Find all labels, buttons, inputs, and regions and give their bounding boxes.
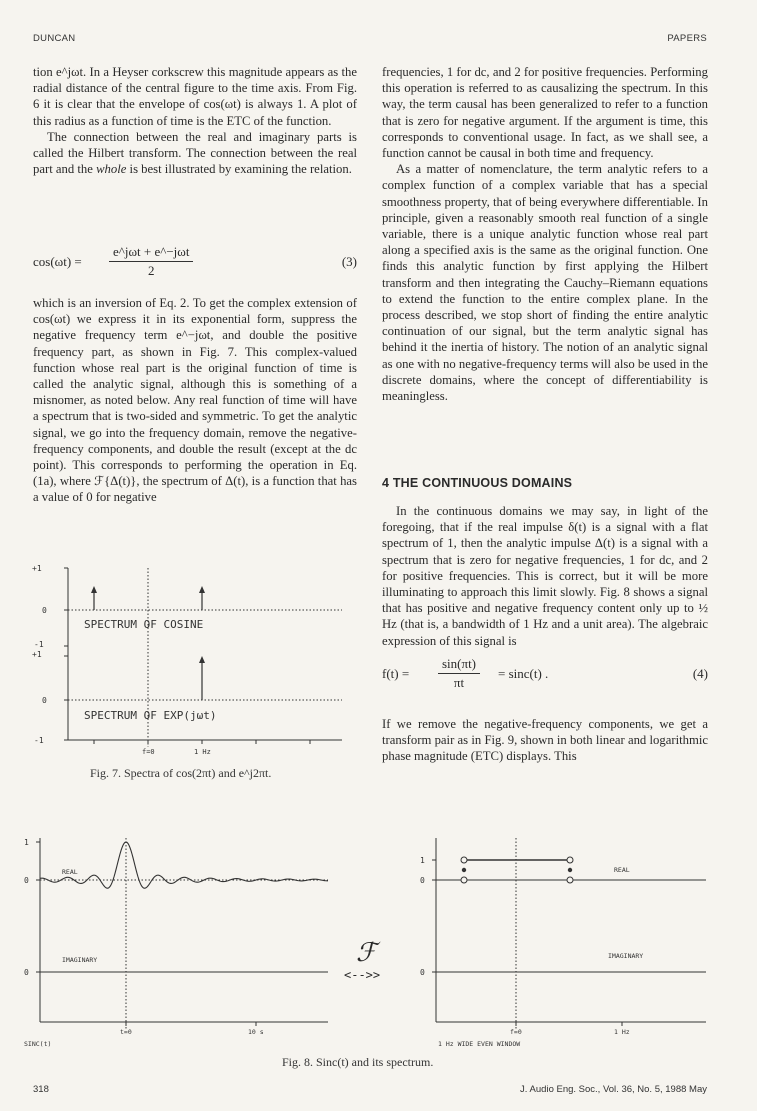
plot-name: SINC(t) bbox=[24, 1040, 52, 1048]
sinc-real-curve bbox=[40, 842, 328, 888]
plot-label-cosine: SPECTRUM OF COSINE bbox=[84, 618, 204, 631]
y-tick-label: -1 bbox=[34, 640, 44, 649]
y-tick-label: 0 bbox=[42, 696, 47, 705]
right-column-top bbox=[382, 64, 708, 404]
paragraph: tion e^jωt. In a Heyser corkscrew this magnitude appears as the radial distance of the central figure to the time axis. From Fig. 6 it is clear that the envelope of cos(ωt) is always 1. A plot of this radius as a function of time is the ETC of the function. bbox=[33, 65, 357, 128]
equation-number: (4) bbox=[692, 666, 708, 681]
transform-pair-arrow: <-->> bbox=[344, 968, 381, 982]
y-tick-label: 0 bbox=[42, 606, 47, 615]
window-endpoint-half bbox=[568, 868, 572, 872]
y-tick-label: -1 bbox=[34, 736, 44, 745]
left-column-top bbox=[33, 64, 357, 177]
window-endpoint-open bbox=[461, 877, 467, 883]
y-tick-label: 1 bbox=[24, 838, 29, 847]
right-column-bottom bbox=[382, 716, 708, 765]
section-heading: 4 THE CONTINUOUS DOMAINS bbox=[382, 476, 573, 490]
y-tick-label: 0 bbox=[420, 968, 425, 977]
x-tick-label: 1 Hz bbox=[194, 748, 211, 756]
figure-7-caption: Fig. 7. Spectra of cos(2πt) and e^j2πt. bbox=[90, 766, 272, 780]
right-column-mid bbox=[382, 503, 708, 649]
paragraph: frequencies, 1 for dc, and 2 for positive frequencies. Performing this operation is referred to as causalizing the spectrum. In this way, the term causal has been generalized to refer to a function that is zero for negative argument. If the argument is time, this corresponds to conventional usage. In fact, as we shall see, a function cannot be causal in both time and frequency. bbox=[382, 65, 708, 161]
equation-3: cos(ωt) = e^jωt + e^−jωt 2 (3) bbox=[33, 244, 357, 278]
y-tick-label: +1 bbox=[32, 564, 42, 573]
x-tick-label: 10 s bbox=[248, 1028, 264, 1036]
paragraph: As a matter of nomenclature, the term analytic refers to a complex function of a complex variable that has a special smoothness property, that of being everywhere differentiable. In principle, given a reasonably smooth real function of a single variable, there is a unique analytic function whose real part along a specified axis is the same as the original function. One finds this analytic function by first applying the Hilbert transform and then integrating the Cauchy–Riemann equations to extend the function to the entire complex plane. In the process described, we stop short of finding the entire analytic continuation of our signal, but the term analytic signal has behind it the inertia of history. The notion of an analytic signal as one with no negative-frequency terms will also be used in the discrete domains, where the concept of differentiability is meaningless. bbox=[382, 162, 708, 404]
figure-7-xaxis bbox=[30, 740, 350, 764]
paragraph: The connection between the real and imaginary parts is called the Hilbert transform. The connection between the real part and the whole is best illustrated by examining the relation. bbox=[33, 129, 357, 177]
paragraph: If we remove the negative-frequency components, we get a transform pair as in Fig. 9, shown in both linear and logarithmic phase magnitude (ETC) displays. This bbox=[382, 717, 708, 764]
y-tick-label: +1 bbox=[32, 650, 42, 659]
figure-8-left-plot bbox=[22, 832, 338, 1050]
paragraph: In the continuous domains we may say, in light of the foregoing, that if the real impulse δ(t) is a signal with a flat spectrum of 1, then the analytic impulse Δ(t) is a signal with a spectrum that is zero for negative frequencies, 1 for dc, and 2 for positive frequencies. This is correct, but it will be more illuminating to approach this limit slowly. Fig. 8 shows a signal that has positive and negative frequency content only up to ½ Hz (that is, a bandwidth of 1 Hz and a unit area). The algebraic expression of this signal is bbox=[382, 504, 708, 648]
plot-label-exp: SPECTRUM OF EXP(jωt) bbox=[84, 709, 217, 722]
y-tick-label: 0 bbox=[420, 876, 425, 885]
x-tick-label: t=0 bbox=[120, 1028, 132, 1036]
paragraph: which is an inversion of Eq. 2. To get the complex extension of cos(ωt) we express it in its exponential form, suppress the negative frequency term e^−jωt, and double the positive frequency part, as shown in Fig. 7. This complex-valued function whose real part is the original function of time is called the analytic signal, although this is something of a misnomer, as noted below. Any real function of time will have a spectrum that is two-sided and symmetric. To get the analytic signal, we go into the frequency domain, remove the negative-frequency components, and double the result (except at the dc point). This corresponds to performing the operation in Eq. (1a), where ℱ{Δ(t)}, the spectrum of Δ(t), is a function that has a value of 0 for negative bbox=[33, 296, 357, 505]
y-tick-label: 0 bbox=[24, 968, 29, 977]
plot-label-real: REAL bbox=[614, 866, 630, 874]
y-tick-label: 0 bbox=[24, 876, 29, 885]
running-header-section: PAPERS bbox=[667, 33, 707, 44]
running-header-author: DUNCAN bbox=[33, 33, 76, 44]
x-tick-label: f=0 bbox=[510, 1028, 522, 1036]
plot-label-imaginary: IMAGINARY bbox=[62, 956, 98, 964]
page-number: 318 bbox=[33, 1084, 49, 1095]
plot-label-real: REAL bbox=[62, 868, 78, 876]
window-endpoint-open bbox=[567, 877, 573, 883]
figure-7-plot bbox=[30, 562, 350, 745]
window-endpoint-open bbox=[567, 857, 573, 863]
figure-8-right-plot bbox=[418, 832, 718, 1050]
left-column-bottom bbox=[33, 295, 357, 506]
plot-name: 1 Hz WIDE EVEN WINDOW bbox=[438, 1040, 521, 1048]
window-endpoint-open bbox=[461, 857, 467, 863]
fourier-transform-symbol: ℱ bbox=[356, 938, 377, 967]
equation-number: (3) bbox=[341, 254, 357, 269]
window-endpoint-half bbox=[462, 868, 466, 872]
y-tick-label: 1 bbox=[420, 856, 425, 865]
figure-8-caption: Fig. 8. Sinc(t) and its spectrum. bbox=[282, 1055, 434, 1069]
plot-label-imaginary: IMAGINARY bbox=[608, 952, 644, 960]
x-tick-label: f=0 bbox=[142, 748, 155, 756]
journal-citation: J. Audio Eng. Soc., Vol. 36, No. 5, 1988 May bbox=[520, 1084, 707, 1095]
equation-4: f(t) = $\frac{\sin(\pi t)}{\pi t}$ = sinc(t) . (4) bbox=[382, 656, 708, 690]
x-tick-label: 1 Hz bbox=[614, 1028, 630, 1036]
